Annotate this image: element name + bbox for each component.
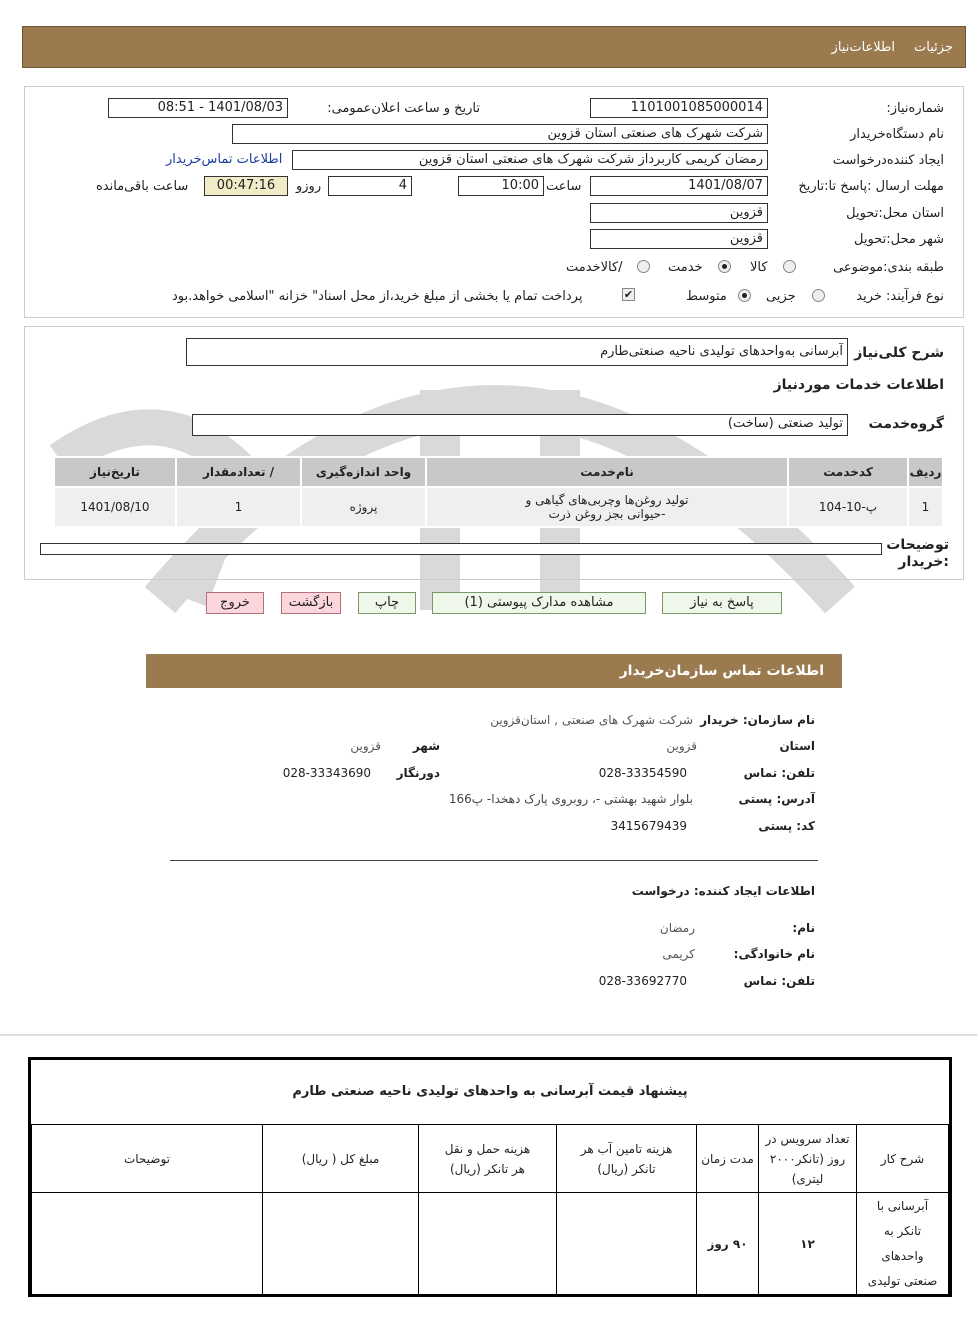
price-table <box>31 1124 949 1295</box>
cell-date: 1401/08/10 <box>54 487 176 527</box>
process-partial-label: جزیی <box>766 289 796 304</box>
need-summary-label: شرح کلی‌نیاز <box>854 345 944 361</box>
deadline-time-label: ساعت <box>546 179 582 194</box>
print-button[interactable]: چاپ <box>358 592 416 614</box>
creator-label: ایجاد کننده‌درخواست <box>832 153 944 168</box>
table-row <box>32 1193 949 1295</box>
contact-province-label: استان <box>779 739 815 753</box>
category-goods-service-label: /کالاخدمت <box>566 260 623 275</box>
price-cell-desc: آبرسانی با تانکر به واحدهای صنعتی تولیدی <box>857 1193 949 1295</box>
price-cell-notes <box>32 1193 263 1295</box>
col-date: تاریخ‌نیاز <box>54 457 176 487</box>
cell-row: 1 <box>908 487 943 527</box>
creator-name: رمضان <box>659 921 695 935</box>
price-proposal-title: پیشنهاد قیمت آبرسانی به واحدهای تولیدی ناحیه صنعتی طارم <box>292 1084 688 1099</box>
contact-bar <box>146 654 842 688</box>
category-label: طبقه بندی:موضوعی <box>833 260 944 275</box>
buyer-notes-field <box>40 543 882 555</box>
cell-unit: پروژه <box>301 487 426 527</box>
province-field: قزوین <box>590 203 768 223</box>
deadline-label: مهلت ارسال :پاسخ تا:تاریخ <box>798 179 944 194</box>
city-field: قزوین <box>590 229 768 249</box>
top-bar <box>22 26 966 68</box>
col-qty: / تعدادمقدار <box>176 457 301 487</box>
need-number-label: شماره‌نیاز: <box>886 101 944 116</box>
contact-title: اطلاعات تماس سازمان‌خریدار <box>619 663 824 679</box>
creator-phone-label: تلفن: تماس <box>743 974 815 988</box>
service-table <box>53 456 944 528</box>
process-medium-label: متوسط <box>686 289 727 304</box>
price-cell-water <box>557 1193 697 1295</box>
days-label: روزو <box>296 179 322 194</box>
tab-details[interactable]: جزئیات <box>914 40 953 55</box>
price-cell-transport <box>419 1193 557 1295</box>
contact-address: بلوار شهید بهشتی -، روبروی پارک دهخدا- پ166 <box>448 792 693 806</box>
contact-fax-label: دورنگار <box>396 766 440 780</box>
creator-name-label: نام: <box>792 921 815 935</box>
service-group-field: تولید صنعتی (ساخت) <box>192 414 848 436</box>
service-group-label: گروه‌خدمت <box>868 416 944 432</box>
city-label: شهر محل:تحویل <box>854 232 944 247</box>
announce-field: 1401/08/03 - 08:51 <box>108 98 288 118</box>
announce-label: تاریخ و ساعت اعلان‌عمومی: <box>327 101 480 116</box>
cell-qty: 1 <box>176 487 301 527</box>
creator-field: رمضان کریمی کاربرداز شرکت شهرک های صنعتی استان قزوین <box>292 150 768 170</box>
price-col-desc: شرح کار <box>857 1125 949 1193</box>
services-title: اطلاعات خدمات موردنیاز <box>773 377 944 393</box>
creator-info-title: اطلاعات ایجاد کننده: درخواست <box>631 884 815 898</box>
creator-family: کریمی <box>662 947 695 961</box>
contact-divider <box>170 860 818 861</box>
contact-fax: 028-33343690 <box>282 766 371 780</box>
col-name: نام‌خدمت <box>426 457 788 487</box>
price-cell-duration: ۹۰ روز <box>697 1193 759 1295</box>
category-goods-radio[interactable] <box>783 260 796 273</box>
table-row <box>54 487 943 527</box>
view-docs-button[interactable]: مشاهده مدارک پیوستی (1) <box>432 592 646 614</box>
creator-family-label: نام خانوادگی: <box>733 947 815 961</box>
process-partial-radio[interactable] <box>812 289 825 302</box>
section-separator <box>0 1034 977 1036</box>
col-row: ردیف <box>908 457 943 487</box>
col-code: کدخدمت <box>788 457 908 487</box>
need-number-field: 1101001085000014 <box>590 98 768 118</box>
contact-postal-label: کد: پستی <box>758 819 815 833</box>
creator-phone: 028-33692770 <box>598 974 687 988</box>
price-col-water: هزینه تامین آب هر تانکر (ریال) <box>557 1125 697 1193</box>
buyer-notes-label: توضیحات :خریدار <box>886 537 949 570</box>
contact-province: قزوین <box>666 739 697 753</box>
tab-need-info[interactable]: اطلاعات‌نیاز <box>831 40 895 55</box>
price-col-total: مبلغ کل ( ریال) <box>263 1125 419 1193</box>
contact-phone: 028-33354590 <box>598 766 687 780</box>
price-cell-count: ۱۲ <box>759 1193 857 1295</box>
process-medium-radio[interactable] <box>738 289 751 302</box>
buyer-contact-link[interactable]: اطلاعات تماس‌خریدار <box>166 152 283 167</box>
category-service-label: خدمت <box>668 260 703 275</box>
buyer-org-label: نام دستگاه‌خریدار <box>850 127 944 142</box>
province-label: استان محل:تحویل <box>846 206 944 221</box>
contact-address-label: آدرس: پستی <box>738 792 815 806</box>
remaining-label: ساعت باقی‌مانده <box>96 179 189 194</box>
price-header-row <box>32 1125 949 1193</box>
treasury-payment-checkbox[interactable]: ✔ <box>623 288 634 301</box>
category-goods-label: کالا <box>750 260 768 275</box>
contact-org: شرکت شهرک های صنعتی , استان‌قزوین <box>490 713 693 727</box>
process-label: نوع فرآیند: خرید <box>856 289 944 304</box>
price-col-count: تعداد سرویس در روز (تانکر۲۰۰۰ لیتری) <box>759 1125 857 1193</box>
need-info-panel <box>24 86 964 318</box>
remaining-time-field: 00:47:16 <box>204 176 288 196</box>
cell-code: پ-10-104 <box>788 487 908 527</box>
deadline-time-field: 10:00 <box>458 176 544 196</box>
deadline-date-field: 1401/08/07 <box>590 176 768 196</box>
category-goods-service-radio[interactable] <box>637 260 650 273</box>
category-service-radio[interactable] <box>718 260 731 273</box>
price-cell-total <box>263 1193 419 1295</box>
contact-city: قزوین <box>350 739 381 753</box>
contact-org-label: نام سازمان: خریدار <box>700 713 815 727</box>
price-col-duration: مدت زمان <box>697 1125 759 1193</box>
treasury-payment-note: پرداخت تمام یا بخشی از مبلغ خرید،از محل اسناد" خزانه "اسلامی خواهد.بود <box>172 289 583 304</box>
need-summary-field: آبرسانی به‌واحدهای تولیدی ناحیه صنعتی‌طارم <box>186 338 848 366</box>
cell-name: تولید روغن‌ها وچربی‌های گیاهی و -حیوانی بجز روغن ذرت <box>426 487 788 527</box>
contact-postal: 3415679439 <box>610 819 687 833</box>
contact-city-label: شهر <box>412 739 440 753</box>
days-field: 4 <box>328 176 412 196</box>
buyer-org-field: شرکت شهرک های صنعتی استان قزوین <box>232 124 768 144</box>
respond-button[interactable]: پاسخ به نیاز <box>662 592 782 614</box>
exit-button[interactable]: خروج <box>206 592 264 614</box>
price-col-notes: توضیحات <box>32 1125 263 1193</box>
contact-phone-label: تلفن: تماس <box>743 766 815 780</box>
back-button[interactable]: بازگشت <box>281 592 341 614</box>
col-unit: واحد اندازه‌گیری <box>301 457 426 487</box>
price-col-transport: هزینه حمل و نقل هر تانکر (ریال) <box>419 1125 557 1193</box>
